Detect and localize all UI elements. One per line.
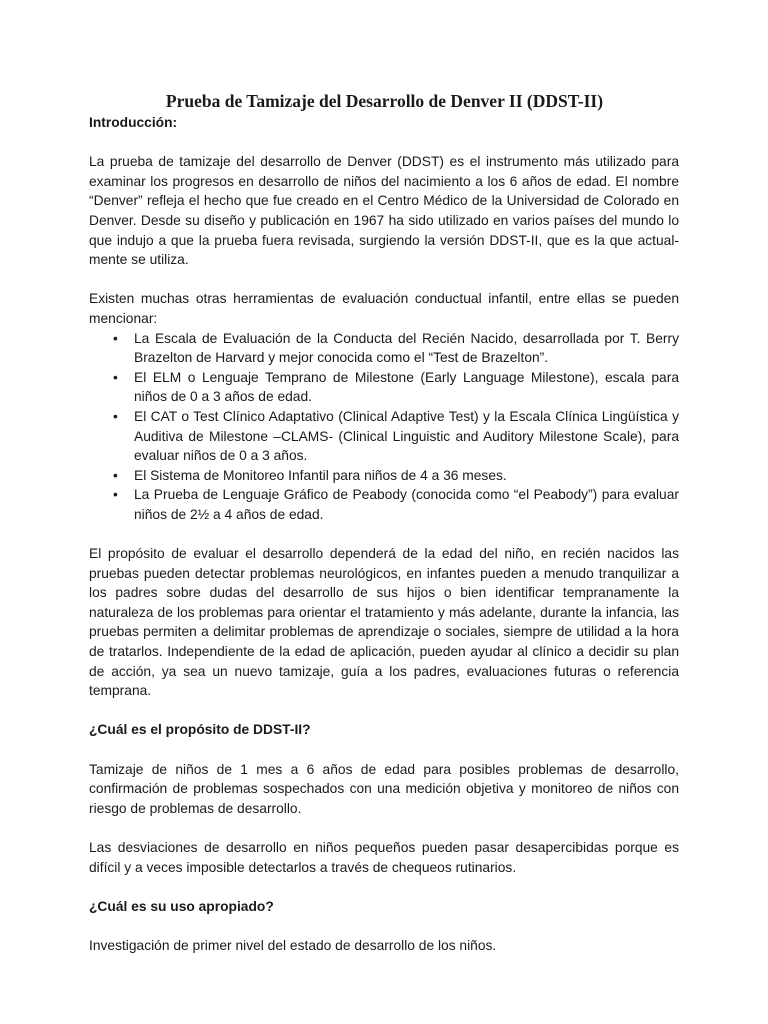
list-item-text: La Prueba de Lenguaje Gráfico de Peabody (conocida como “el Peabody”) para evaluar niños de 2½ a 4 años de edad.	[134, 487, 679, 522]
list-item	[89, 407, 679, 466]
tools-intro-paragraph: Existen muchas otras herramientas de evaluación conductual infantil, entre ellas se pueden mencionar:	[89, 291, 679, 326]
purpose-heading: ¿Cuál es el propósito de DDST-II?	[89, 722, 311, 738]
list-item	[89, 368, 679, 407]
deviations-paragraph: Las desviaciones de desarrollo en niños pequeños pueden pasar desapercibidas porque es difícil y a veces imposible detectarlos a través de chequeos rutinarios.	[89, 839, 679, 875]
document-page	[89, 90, 679, 956]
list-item-text: El CAT o Test Clínico Adaptativo (Clinical Adaptive Test) y la Escala Clínica Lingüística y Auditiva de Milestone –CLAMS- (Clinical Linguistic and Auditory Milestone Scale), para evaluar niños de 0 a 3 años.	[134, 408, 679, 464]
spacer	[89, 270, 679, 290]
spacer	[89, 818, 679, 838]
bullet-icon: •	[113, 487, 118, 503]
use-heading: ¿Cuál es su uso apropiado?	[89, 898, 274, 914]
bullet-icon: •	[113, 408, 118, 424]
use-paragraph: Investigación de primer nivel del estado de desarrollo de los niños.	[89, 937, 497, 953]
spacer	[89, 701, 679, 721]
spacer	[89, 916, 679, 936]
purpose-paragraph: El propósito de evaluar el desarrollo dependerá de la edad del niño, en recién nacidos las pruebas pueden detectar problemas neurológicos, en infantes pueden a menudo tranquilizar a los padres sobre dudas del desarrollo de sus hijos o bien identificar tempranamente la naturaleza de los problemas para orientar el tratamiento y más adelante, durante la infancia, las pruebas permiten a delimitar problemas de aprendizaje o sociales, siempre de utilidad a la hora de tratarlos. Independiente de la edad de aplicación, pueden ayudar al clínico a decidir su plan de acción, ya sea un nuevo tamizaje, guía a los padres, evaluaciones futuras o referencia temprana.	[89, 546, 679, 699]
list-item	[89, 329, 679, 368]
bullet-icon: •	[113, 369, 118, 385]
list-item-text: El Sistema de Monitoreo Infantil para niños de 4 a 36 meses.	[134, 467, 507, 483]
spacer	[89, 524, 679, 544]
spacer	[89, 740, 679, 760]
intro-heading: Introducción:	[89, 115, 178, 130]
intro-paragraph: La prueba de tamizaje del desarrollo de Denver (DDST) es el instrumento más utilizado para examinar los progresos en desarrollo de niños del nacimiento a los 6 años de edad. El nombre “Denver” refleja el hecho que fue creado en el Centro Médico de la Universidad de Colorado en Denver. Desde su diseño y publicación en 1967 ha sido utilizado en varios países del mundo lo que indujo a que la prueba fuera revisada, surgiendo la versión DDST-II, que es la que actual-mente se utiliza.	[89, 154, 679, 268]
list-item-text: El ELM o Lenguaje Temprano de Milestone (Early Language Milestone), escala para niños de 0 a 3 años de edad.	[134, 369, 679, 405]
bullet-icon: •	[113, 330, 118, 346]
list-item	[89, 466, 679, 486]
list-item	[89, 485, 679, 524]
spacer	[89, 877, 679, 897]
document-title: Prueba de Tamizaje del Desarrollo de Denver II (DDST-II)	[165, 91, 604, 111]
list-item-text: La Escala de Evaluación de la Conducta del Recién Nacido, desarrollada por T. Berry Brazelton de Harvard y mejor conocida como el “Test de Brazelton”.	[134, 330, 679, 366]
screening-paragraph: Tamizaje de niños de 1 mes a 6 años de edad para posibles problemas de desarrollo, confirmación de problemas sospechados con una medición objetiva y monitoreo de niños con riesgo de problemas de desarrollo.	[89, 761, 679, 816]
bullet-icon: •	[113, 467, 118, 483]
tools-list	[89, 329, 679, 525]
spacer	[89, 133, 679, 153]
